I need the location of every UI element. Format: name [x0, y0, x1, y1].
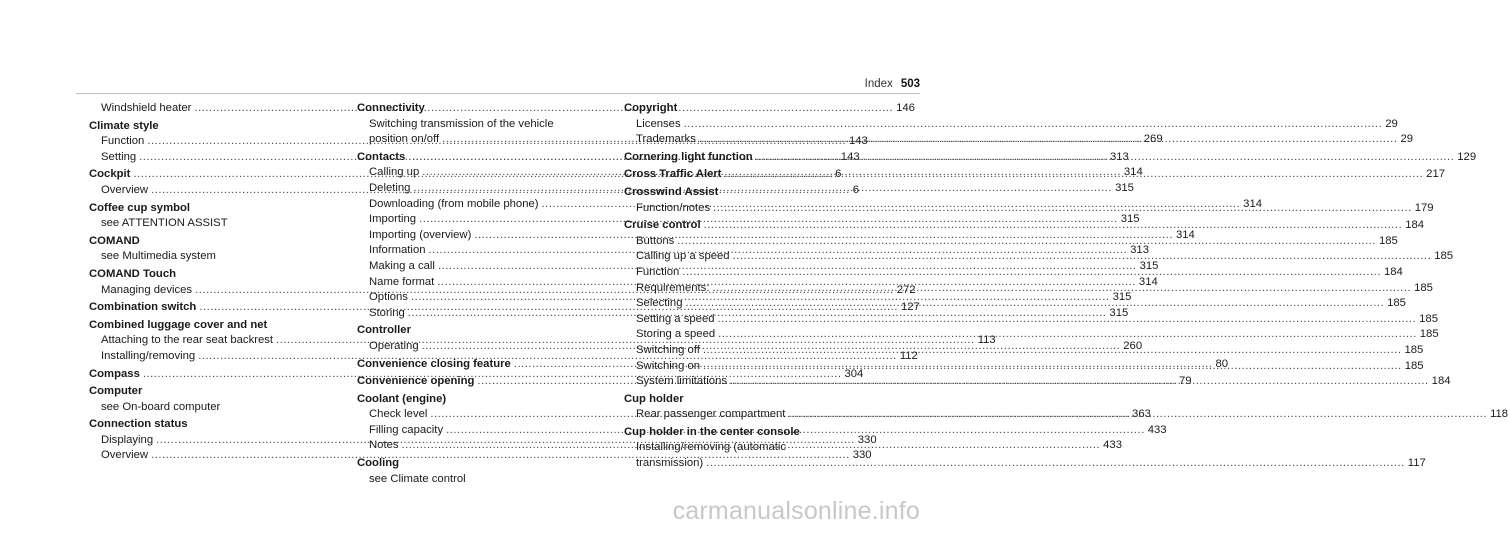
page-reference: 129 [1457, 150, 1477, 163]
page-reference: 146 [896, 102, 915, 114]
entry-label: Setting [101, 150, 137, 163]
dot-leader [730, 374, 1429, 390]
entry-label: System limitations [636, 375, 728, 388]
entry-label: Trademarks [636, 133, 696, 146]
entry-label: Requirements: [636, 281, 710, 294]
entry-label: Cup holder in the center console [624, 425, 800, 438]
entry-label: Cornering light function [624, 150, 753, 163]
entry-label: see On-board computer [101, 400, 221, 413]
entry-label: see Climate control [369, 472, 466, 485]
page-reference: 127 [900, 301, 920, 314]
index-heading [357, 101, 590, 117]
entry-label: Overview [101, 449, 149, 462]
page-reference: 179 [1414, 201, 1434, 214]
dot-leader [788, 407, 1487, 423]
index-subentry [624, 440, 857, 456]
dot-leader [699, 132, 1398, 148]
page-reference: 313 [1130, 244, 1149, 257]
entry-label: Selecting [636, 297, 683, 310]
page-reference: 113 [977, 334, 996, 347]
index-subentry [357, 472, 590, 488]
index-heading [624, 101, 857, 117]
entry-label: Licenses [636, 117, 681, 130]
entry-label: Calling up a speed [636, 250, 730, 263]
index-subentry [89, 249, 322, 265]
entry-label: see ATTENTION ASSIST [101, 217, 228, 230]
entry-label: Windshield heater [101, 102, 192, 114]
entry-label: Storing a speed [636, 328, 716, 341]
page-reference: 6 [835, 168, 842, 181]
index-heading [624, 183, 860, 201]
index-subentry [624, 456, 1426, 472]
entry-label: Combined luggage cover and net [89, 318, 268, 331]
page-reference: 117 [1407, 457, 1426, 470]
dot-leader [677, 234, 1376, 250]
entry-label: Combination switch [89, 301, 197, 314]
entry-label: Cockpit [89, 168, 131, 181]
page-reference: 143 [848, 135, 868, 148]
entry-label: Rear passenger compartment [636, 408, 786, 421]
entry-label: Connection status [89, 418, 188, 431]
page-reference: 185 [1378, 234, 1398, 247]
entry-label: Switching off [636, 343, 700, 356]
entry-label: Name format [369, 275, 435, 288]
page-reference: 185 [1419, 312, 1438, 325]
page-reference: 313 [1109, 150, 1129, 163]
entry-label: Deleting [369, 181, 411, 194]
index-heading [624, 392, 857, 408]
entry-label: COMAND Touch [89, 267, 177, 280]
entry-label: Cup holder [624, 392, 684, 405]
entry-label: Compass [89, 367, 140, 380]
entry-label: Information [369, 244, 426, 257]
entry-label: Attaching to the rear seat backrest [101, 334, 274, 347]
watermark: carmanualsonline.info [672, 497, 920, 525]
index-heading [89, 267, 322, 283]
entry-label: Function [101, 135, 145, 148]
index-subentry [357, 117, 590, 133]
page-reference: 314 [1123, 166, 1143, 179]
entry-label: Function [636, 265, 680, 278]
index-heading [357, 323, 590, 339]
entry-label: Importing (overview) [369, 228, 472, 241]
page-reference: 118 [1490, 408, 1508, 421]
page-reference: 6 [852, 183, 860, 196]
page-reference: 185 [1387, 297, 1406, 310]
entry-label: Setting a speed [636, 312, 715, 325]
index-subentry [624, 117, 1398, 133]
entry-label: Connectivity [357, 102, 425, 114]
page-reference: 433 [1103, 439, 1122, 452]
page-reference: 269 [1143, 133, 1163, 146]
entry-label: Filling capacity [369, 423, 444, 436]
header-rule [76, 93, 920, 94]
entry-label: Switching on [636, 359, 701, 372]
index-heading [89, 119, 322, 135]
dot-leader [718, 312, 1417, 328]
index-heading [89, 417, 322, 433]
dot-leader [718, 327, 1417, 343]
entry-label: Contacts [357, 150, 406, 163]
dot-leader [712, 281, 1411, 297]
page-reference: 315 [1115, 181, 1134, 194]
dot-leader [704, 218, 1403, 234]
index-subentry [89, 216, 322, 232]
entry-label: Making a call [369, 259, 435, 272]
entry-label: Coffee cup symbol [89, 201, 191, 214]
dot-leader [706, 456, 1405, 472]
index-heading [357, 392, 590, 408]
entry-label: Notes [369, 439, 399, 452]
entry-label: Cruise control [624, 219, 701, 232]
dot-leader [703, 343, 1402, 359]
entry-label: Displaying [101, 433, 154, 446]
dot-leader [703, 359, 1402, 375]
entry-label: Computer [89, 385, 143, 398]
index-heading [89, 234, 322, 250]
entry-label: Operating [369, 339, 419, 352]
entry-label: Function/notes [636, 201, 711, 214]
entry-label: Cross Traffic Alert [624, 168, 722, 181]
dot-leader [713, 201, 1412, 217]
entry-label: Cooling [357, 457, 400, 470]
page-reference: 29 [1400, 133, 1414, 146]
index-heading [624, 425, 857, 441]
entry-label: Convenience closing feature [357, 357, 511, 370]
page-reference: 112 [899, 349, 918, 362]
index-heading [357, 456, 590, 472]
entry-label: Coolant (engine) [357, 392, 447, 405]
page-reference: 272 [896, 283, 916, 296]
page-reference: 363 [1132, 408, 1151, 421]
page-reference: 185 [1414, 281, 1433, 294]
page-reference: 143 [840, 150, 860, 163]
entry-label: Managing devices [101, 283, 193, 296]
dot-leader [684, 117, 1383, 133]
entry-label: position on/off [369, 133, 440, 146]
page-reference: 184 [1383, 265, 1403, 278]
page-reference: 314 [1138, 275, 1158, 288]
entry-label: Check level [369, 408, 428, 421]
entry-label: Climate style [89, 119, 159, 132]
page-reference: 315 [1112, 291, 1132, 304]
page-reference: 314 [1243, 197, 1263, 210]
page-reference: 184 [1431, 375, 1451, 388]
page-reference: 185 [1419, 328, 1439, 341]
entry-label: Overview [101, 183, 149, 196]
page-reference: 260 [1123, 339, 1143, 352]
entry-label: Options [369, 291, 408, 304]
index-heading [89, 384, 322, 400]
entry-label: transmission) [636, 457, 704, 470]
dot-leader [685, 296, 1384, 312]
entry-label: Switching transmission of the vehicle [369, 117, 554, 130]
entry-label: Downloading (from mobile phone) [369, 197, 539, 210]
page-reference: 79 [1179, 375, 1192, 388]
dot-leader [733, 249, 1432, 265]
page-header [865, 78, 920, 90]
page-reference: 315 [1120, 213, 1140, 226]
header-title: Index [864, 78, 893, 90]
entry-label: Controller [357, 324, 411, 337]
entry-label: Crosswind Assist [624, 185, 719, 198]
entry-label: Copyright [624, 102, 678, 114]
dot-leader [756, 150, 1455, 166]
dot-leader [682, 265, 1381, 281]
entry-label: Installing/removing (automatic [636, 441, 787, 454]
page-reference: 185 [1434, 250, 1454, 263]
index-heading [89, 201, 322, 217]
index-heading [89, 318, 322, 334]
page-reference: 29 [1385, 117, 1398, 130]
page-reference: 315 [1109, 306, 1129, 319]
page-reference: 304 [844, 367, 864, 380]
entry-label: COMAND [89, 234, 140, 247]
page-reference: 185 [1404, 359, 1424, 372]
index-subentry [89, 400, 322, 416]
entry-label: see Multimedia system [101, 250, 216, 263]
entry-label: Calling up [369, 166, 420, 179]
page-reference: 314 [1175, 228, 1195, 241]
page-reference: 315 [1139, 259, 1159, 272]
entry-label: Importing [369, 213, 417, 226]
entry-label: Storing [369, 306, 405, 319]
page-reference: 185 [1404, 343, 1424, 356]
entry-label: Convenience opening [357, 375, 475, 388]
page-number: 503 [900, 78, 920, 90]
page-reference: 80 [1215, 357, 1229, 370]
dot-leader [725, 167, 1424, 183]
page-reference: 217 [1426, 168, 1446, 181]
entry-label: Buttons [636, 234, 675, 247]
entry-label: Installing/removing [101, 349, 196, 362]
page-reference: 330 [857, 433, 877, 446]
page-reference: 330 [852, 449, 872, 462]
page-reference: 184 [1405, 219, 1425, 232]
page-reference: 433 [1147, 423, 1167, 436]
